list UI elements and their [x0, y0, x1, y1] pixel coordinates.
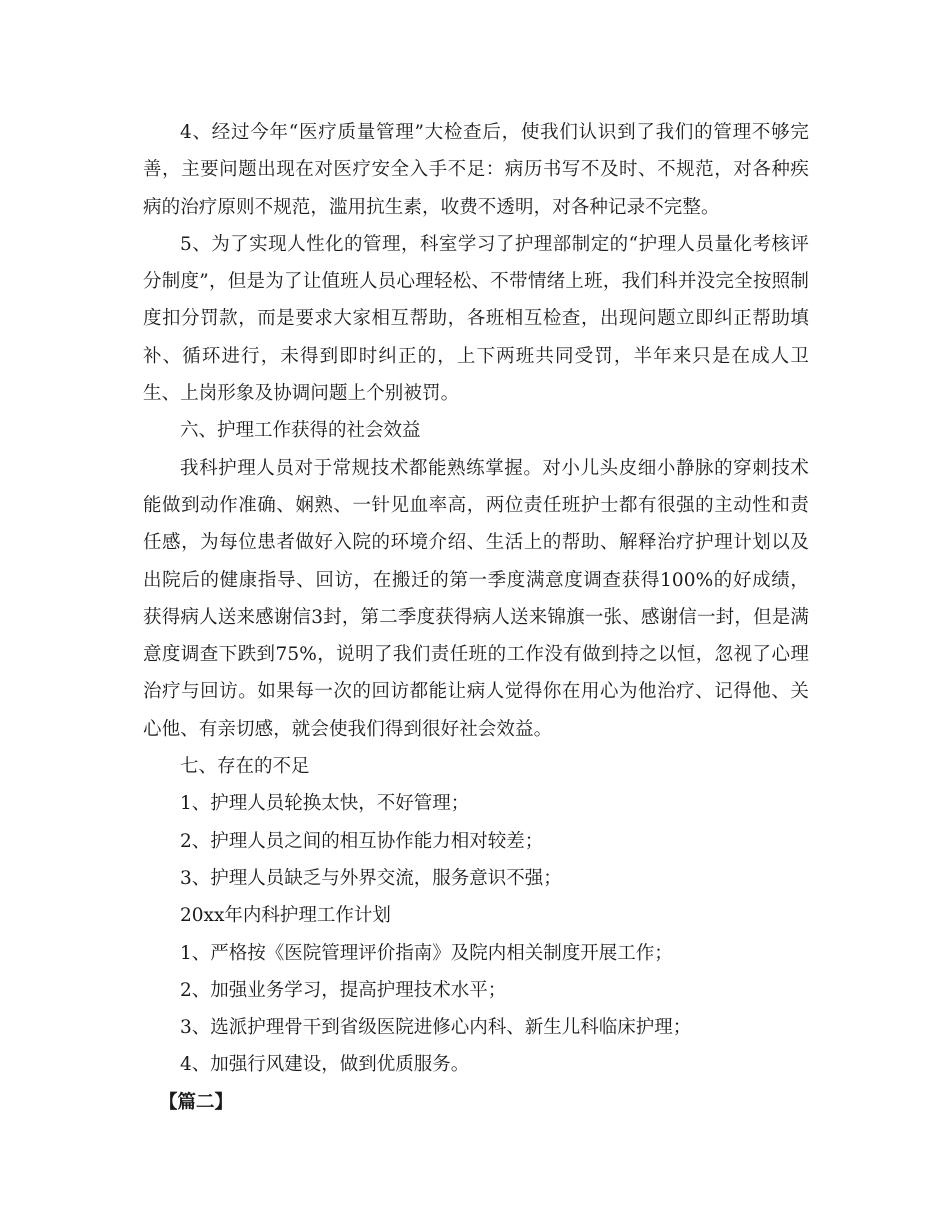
document-body [143, 114, 809, 1121]
list-item-shortcoming-1: 1、护理人员轮换太快，不好管理； [180, 793, 470, 815]
list-item-shortcoming-2: 2、护理人员之间的相互协作能力相对较差； [180, 830, 544, 852]
list-item-plan-3: 3、选派护理骨干到省级医院进修心内科、新生儿科临床护理； [180, 1017, 692, 1039]
list-item-plan-1: 1、严格按《医院管理评价指南》及院内相关制度开展工作； [180, 942, 673, 964]
list-item-shortcoming-3: 3、护理人员缺乏与外界交流，服务意识不强； [180, 867, 562, 889]
list-item-plan-4: 4、加强行风建设，做到优质服务。 [180, 1054, 470, 1076]
section-heading-social-benefit: 六、护理工作获得的社会效益 [180, 420, 421, 442]
section-tag-part-two: 【篇二】 [159, 1091, 234, 1113]
paragraph-item-4: 4、经过今年“医疗质量管理”大检查后，使我们认识到了我们的管理不够完善，主要问题出现在对医疗安全入手不足：病历书写不及时、不规范，对各种疾病的治疗原则不规范，滥用抗生素，收费不透明，对各种记录不完整。 [143, 122, 809, 218]
paragraph-social-benefit: 我科护理人员对于常规技术都能熟练掌握。对小儿头皮细小静脉的穿刺技术能做到动作准确、娴熟、一针见血率高，两位责任班护士都有很强的主动性和责任感，为每位患者做好入院的环境介绍、生活上的帮助、解释治疗护理计划以及出院后的健康指导、回访，在搬迁的第一季度满意度调查获得100%的好成绩，获得病人送来感谢信3封，第二季度获得病人送来锦旗一张、感谢信一封，但是满意度调查下跌到75%，说明了我们责任班的工作没有做到持之以恒，忽视了心理治疗与回访。如果每一次的回访都能让病人觉得你在用心为他治疗、记得他、关心他、有亲切感，就会使我们得到很好社会效益。 [143, 457, 809, 740]
paragraph-item-5: 5、为了实现人性化的管理，科室学习了护理部制定的“护理人员量化考核评分制度”，但是为了让值班人员心理轻松、不带情绪上班，我们科并没完全按照制度扣分罚款，而是要求大家相互帮助，各班相互检查，出现问题立即纠正帮助填补、循环进行，未得到即时纠正的，上下两班共同受罚，半年来只是在成人卫生、上岗形象及协调问题上个别被罚。 [143, 233, 809, 405]
section-heading-work-plan: 20xx年内科护理工作计划 [180, 905, 391, 927]
section-heading-shortcomings: 七、存在的不足 [180, 756, 310, 778]
list-item-plan-2: 2、加强业务学习，提高护理技术水平； [180, 979, 507, 1001]
